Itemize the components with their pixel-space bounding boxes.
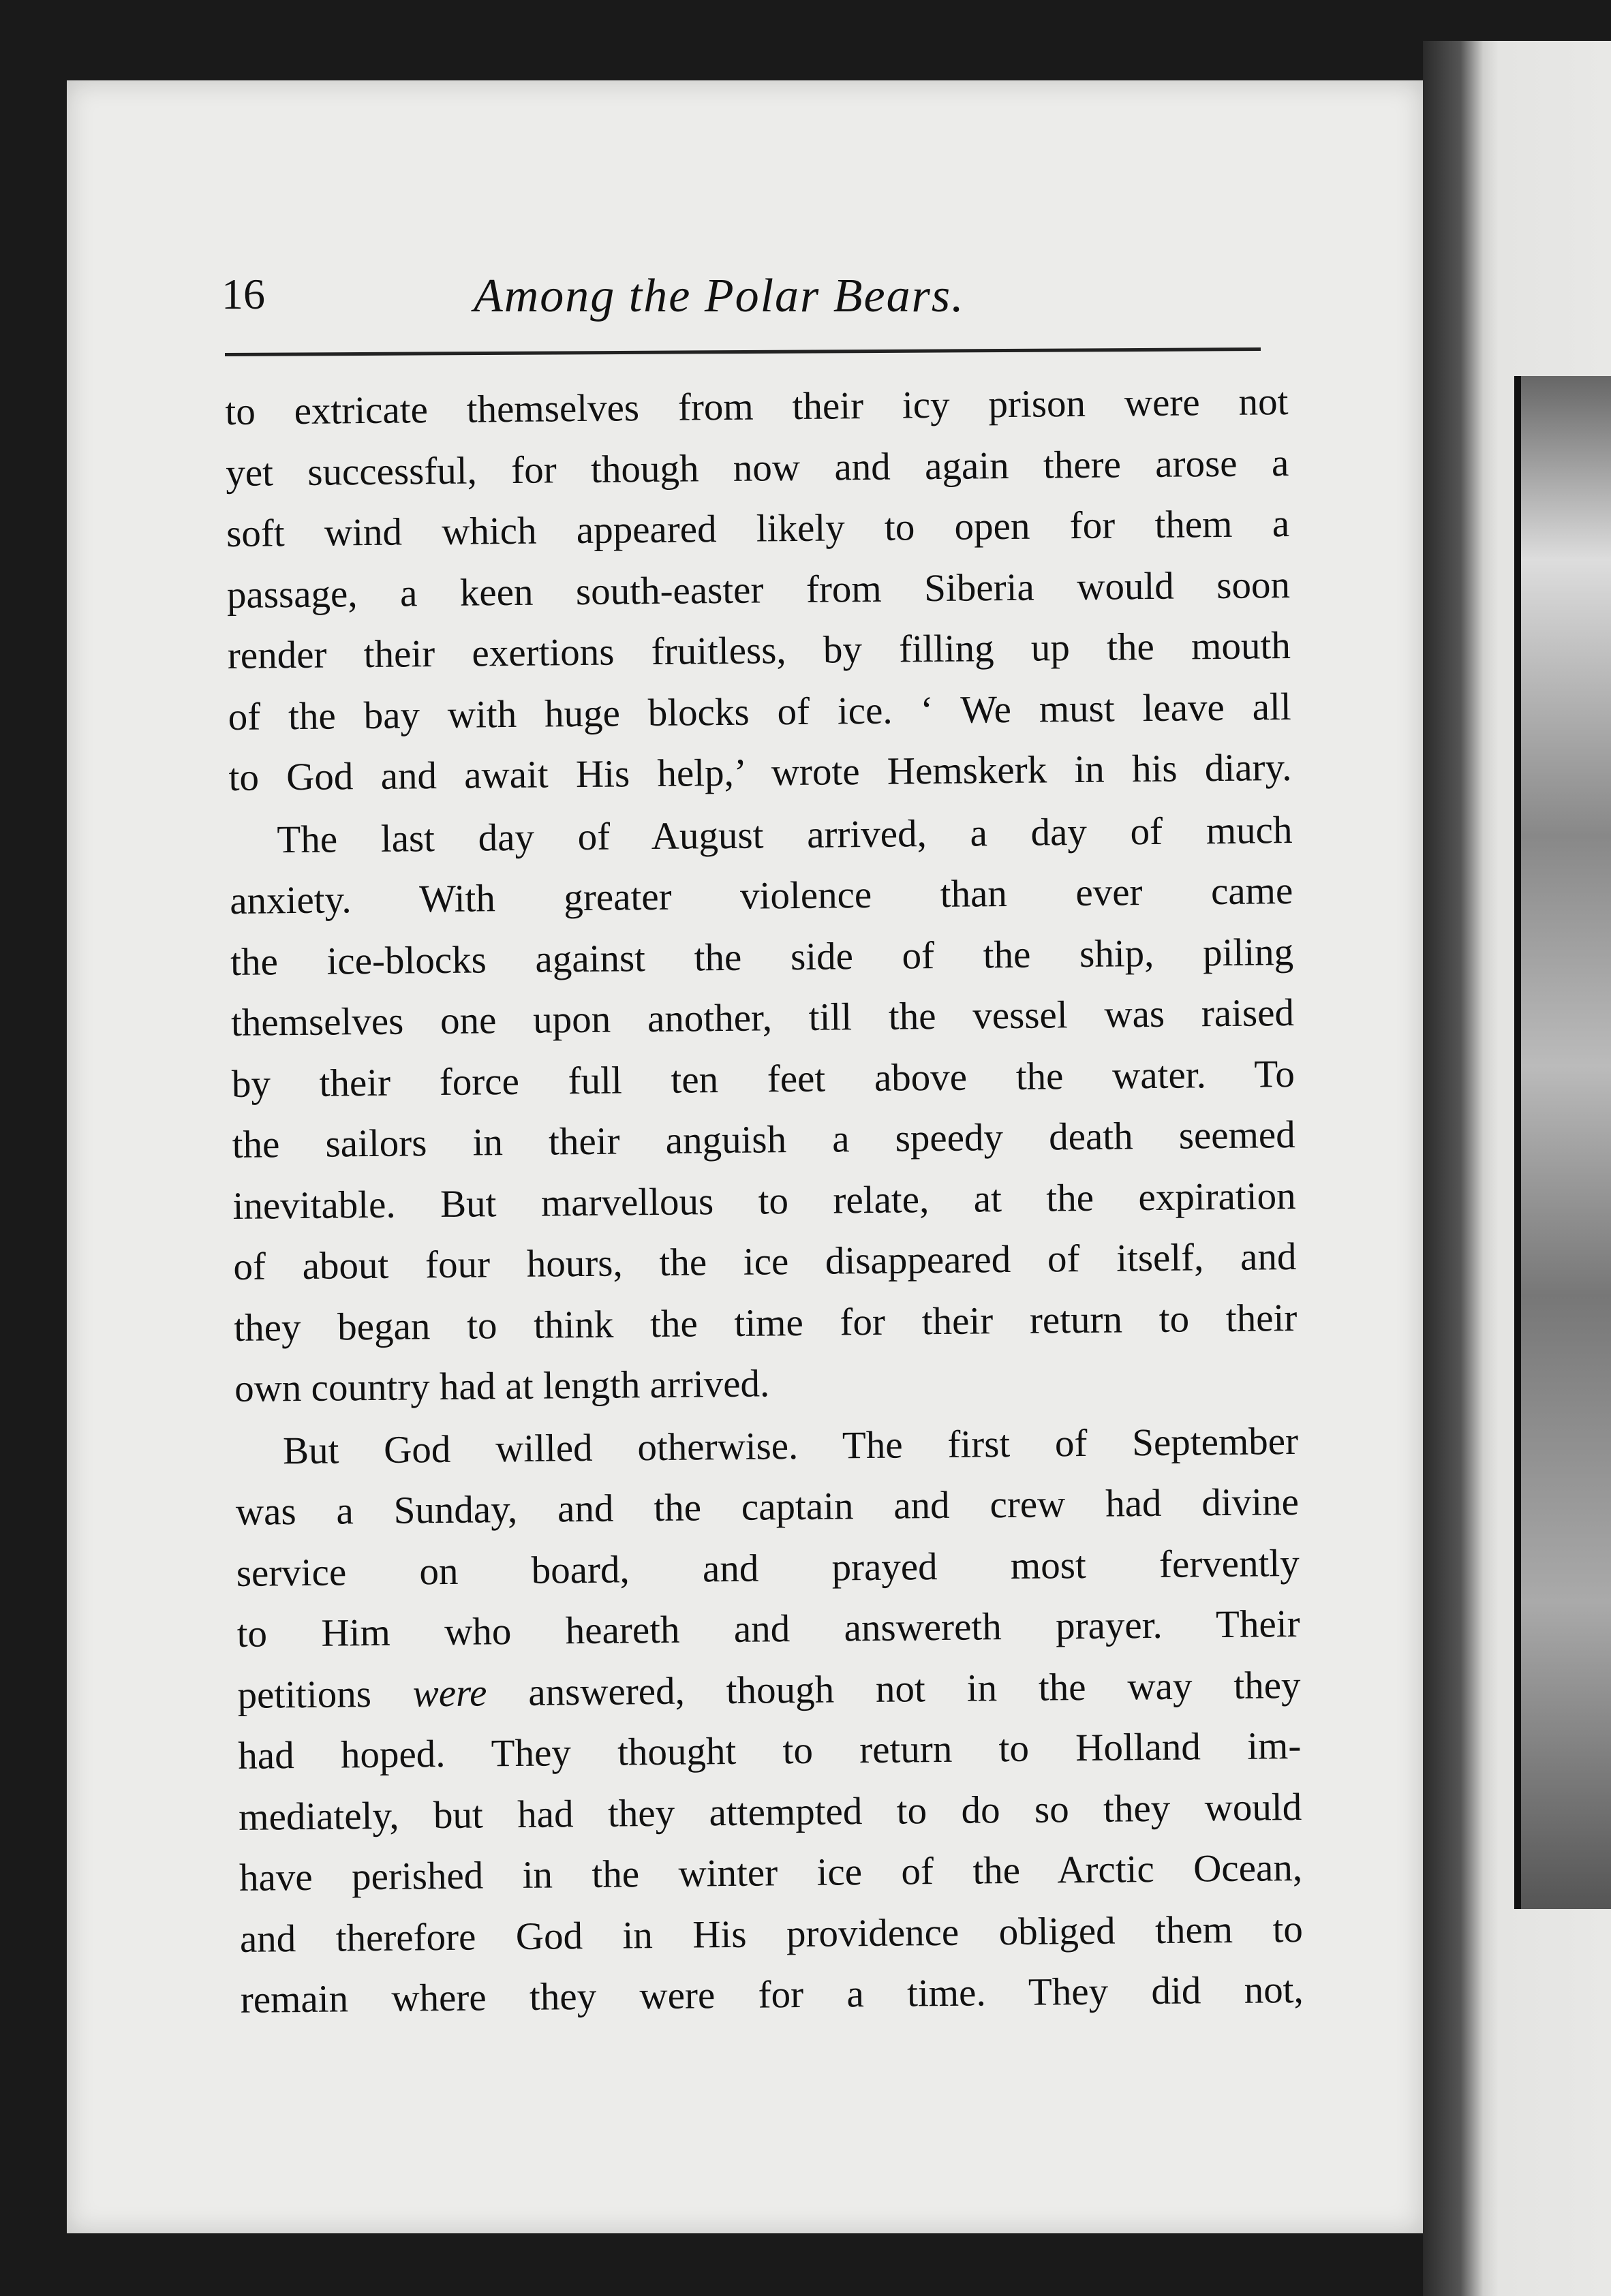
text-line: render their exertions fruitless, by filling up the mouth xyxy=(227,624,1291,677)
text-line: had hoped. They thought to return to Holland im- xyxy=(238,1724,1302,1778)
text-line: to God and await His help,’ wrote Hemskerk in his diary. xyxy=(228,746,1292,799)
text-line: to Him who heareth and answereth prayer. Their xyxy=(236,1602,1300,1656)
text-line xyxy=(237,1654,1301,1725)
text-span: answered, though not in the way they xyxy=(487,1663,1301,1714)
text-line: mediately, but had they attempted to do so they would xyxy=(238,1785,1302,1839)
paragraph xyxy=(235,1410,1304,2030)
page-number: 16 xyxy=(221,270,265,318)
text-line: the ice-blocks against the side of the ship, piling xyxy=(230,930,1294,984)
text-line: yet successful, for though now and again there arose a xyxy=(225,441,1289,495)
paragraph xyxy=(229,799,1298,1419)
italic-word: were xyxy=(412,1671,487,1715)
text-line: The last day of August arrived, a day of much xyxy=(277,808,1293,861)
text-line: But God willed otherwise. The first of September xyxy=(282,1419,1299,1472)
text-line: anxiety. With greater violence than ever came xyxy=(230,869,1293,922)
paragraph xyxy=(225,371,1292,808)
text-line: of the bay with huge blocks of ice. ‘ We must leave all xyxy=(228,685,1291,739)
text-line: the sailors in their anguish a speedy death seemed xyxy=(232,1113,1295,1166)
text-line: by their force full ten feet above the water. To xyxy=(231,1052,1295,1106)
text-line: service on board, and prayed most fervently xyxy=(236,1541,1300,1595)
text-line: of about four hours, the ice disappeared of itself, and xyxy=(233,1235,1297,1288)
text-line: to extricate themselves from their icy prison were not xyxy=(225,380,1289,433)
body-text xyxy=(225,371,1304,2030)
text-line: themselves one upon another, till the vessel was raised xyxy=(230,991,1295,1044)
page-header xyxy=(221,269,1271,344)
text-line: inevitable. But marvellous to relate, at the expiration xyxy=(232,1174,1296,1228)
text-line: they began to think the time for their return to their xyxy=(234,1296,1298,1350)
facing-page-illustration-edge xyxy=(1514,376,1611,1909)
text-line: own country had at length arrived. xyxy=(234,1362,770,1410)
text-span: petitions xyxy=(237,1671,414,1717)
text-line: was a Sunday, and the captain and crew had divine xyxy=(235,1480,1300,1534)
text-line: and therefore God in His providence obliged them to xyxy=(239,1907,1304,1961)
text-line: have perished in the winter ice of the Arctic Ocean, xyxy=(239,1846,1303,1899)
running-title: Among the Polar Bears. xyxy=(474,270,965,322)
text-line: passage, a keen south-easter from Siberia would soon xyxy=(226,563,1291,617)
text-line: soft wind which appeared likely to open for them a xyxy=(226,502,1290,555)
text-line: remain where they were for a time. They did not, xyxy=(240,1968,1304,2021)
